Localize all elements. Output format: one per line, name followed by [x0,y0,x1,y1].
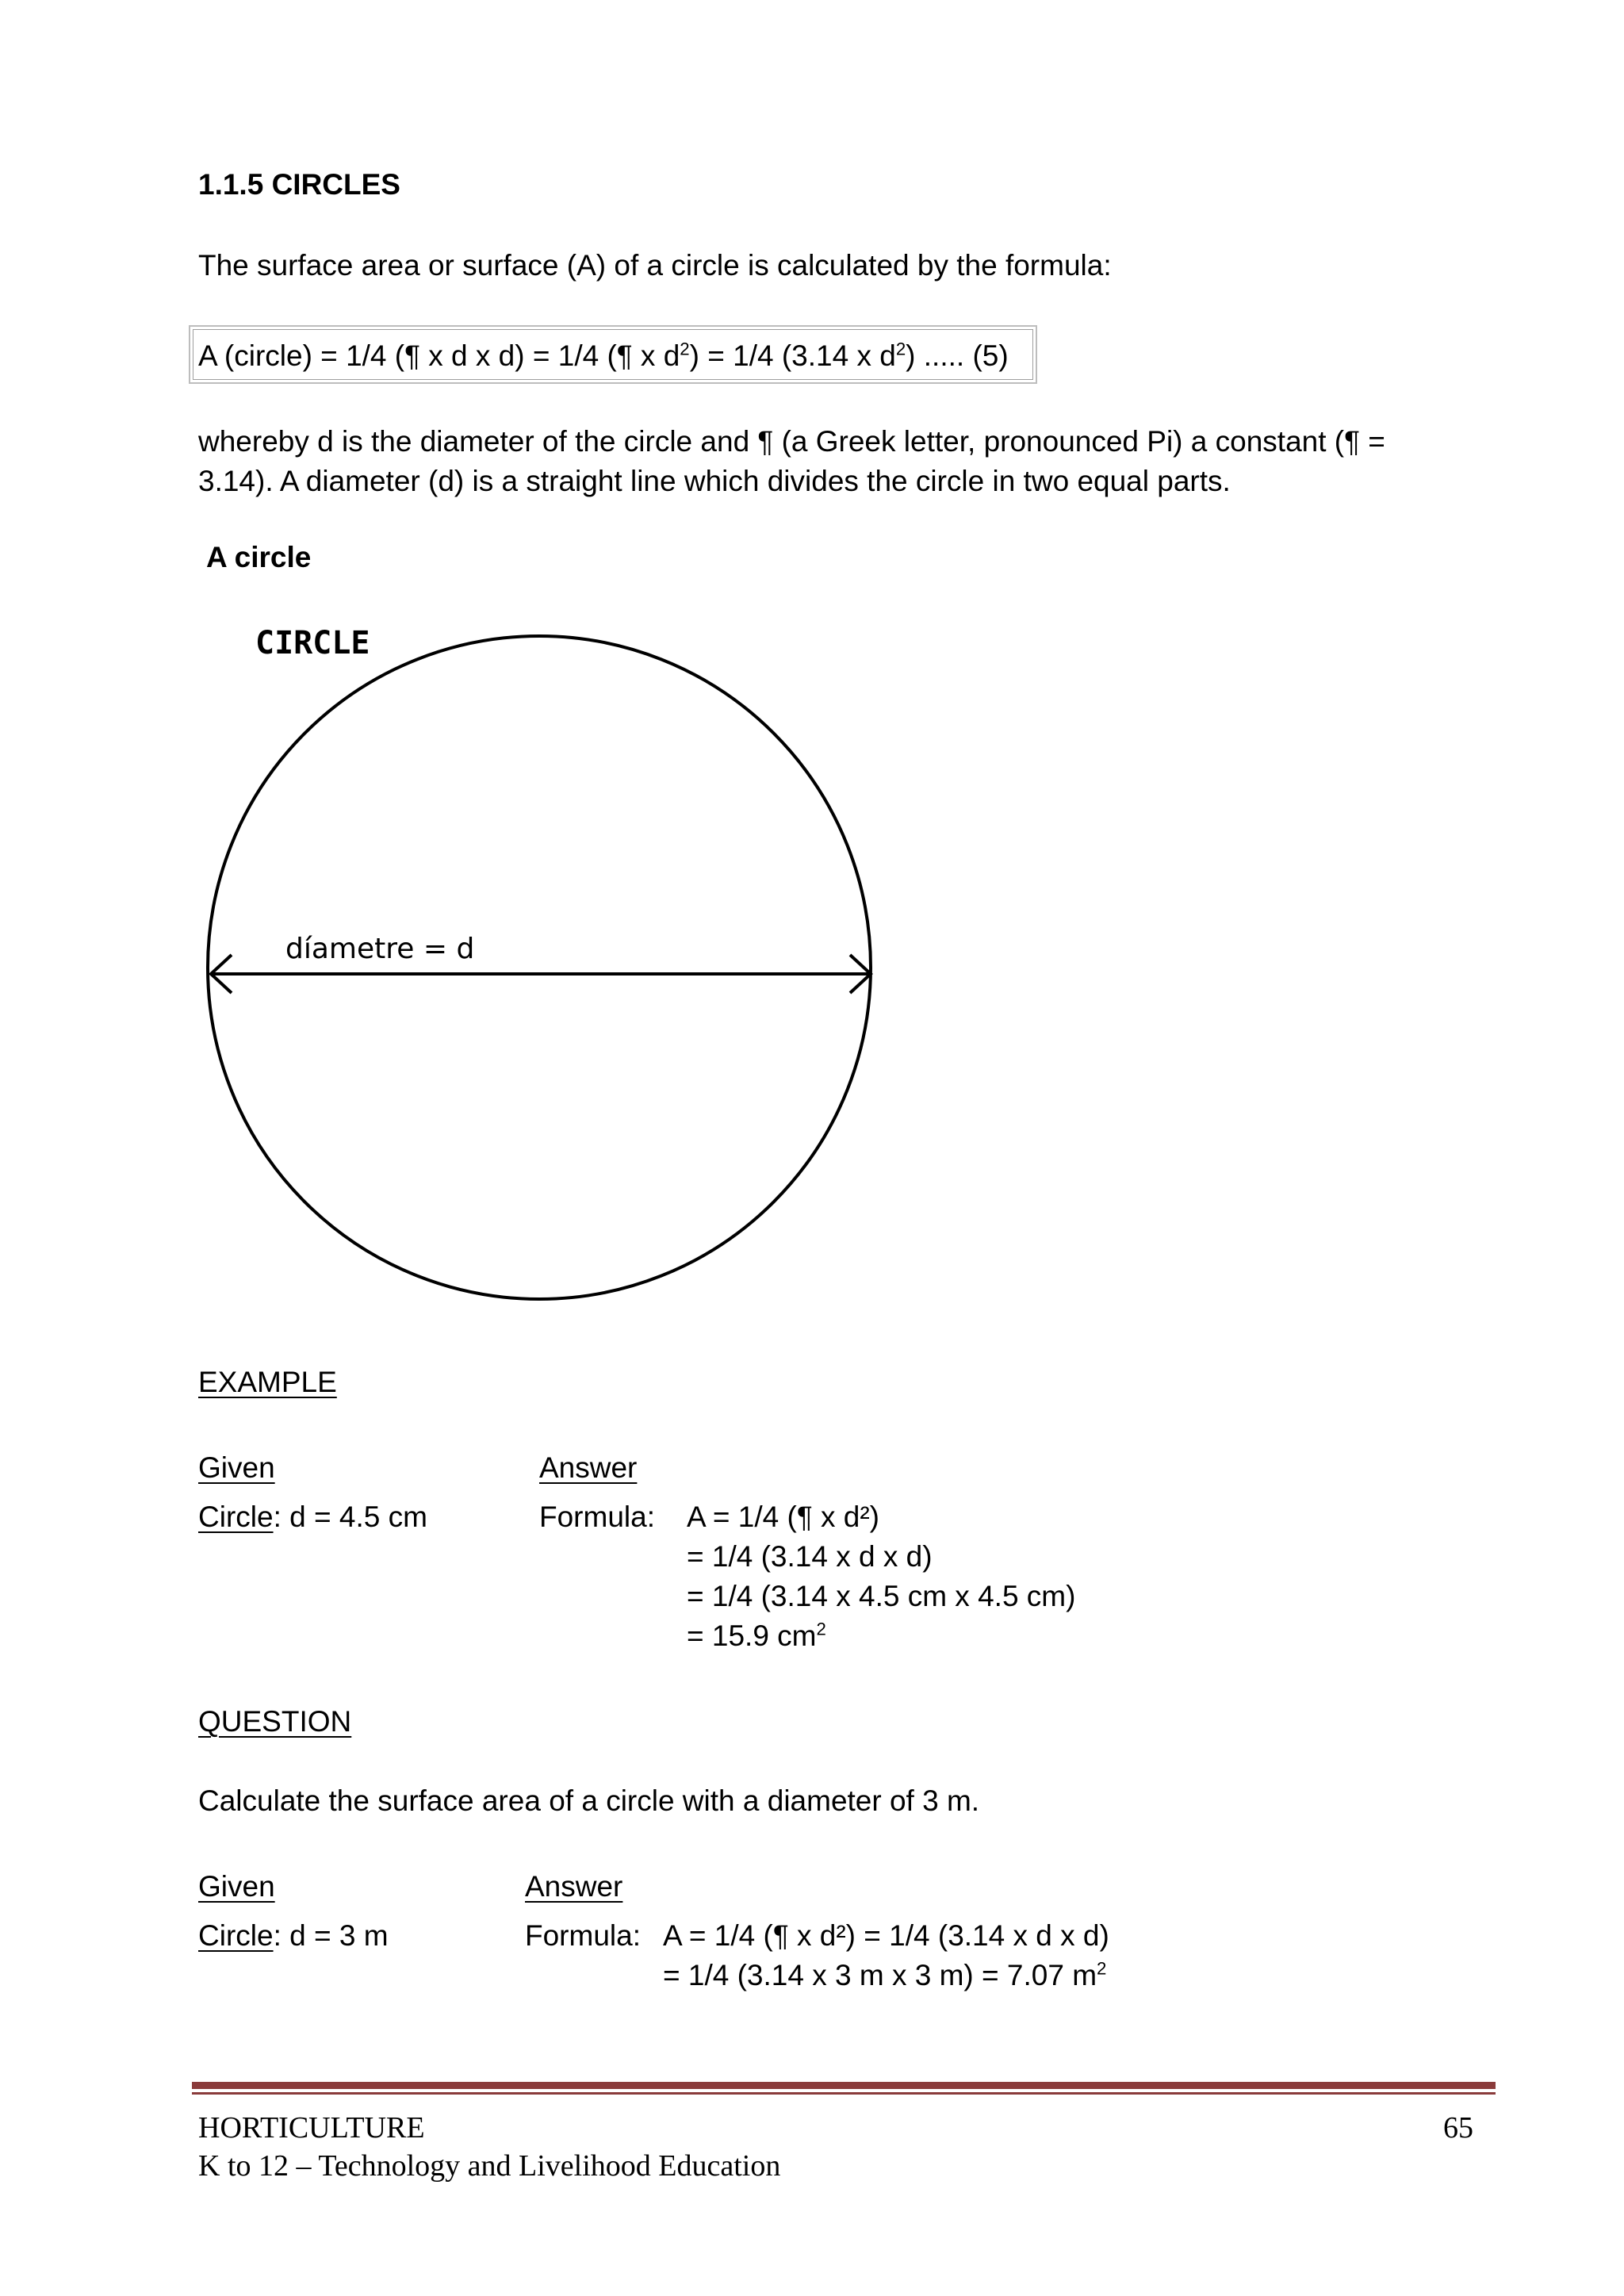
example-line-3: = 1/4 (3.14 x 4.5 cm x 4.5 cm) [687,1580,1076,1612]
formula-sup-1: 2 [680,339,690,359]
explanation-line-2: 3.14). A diameter (d) is a straight line which divides the circle in two equal parts. [198,465,1231,497]
formula-box [189,325,1037,384]
question-line-2 [663,1956,1106,1995]
example-line-4-text: = 15.9 cm [687,1619,817,1652]
example-formula-label: Formula: [539,1501,655,1533]
formula-sup-2: 2 [895,339,906,359]
explanation-line-1: whereby d is the diameter of the circle and ¶ (a Greek letter, pronounced Pi) a constant (¶ = [198,425,1385,458]
question-line-1: A = 1/4 (¶ x d²) = 1/4 (3.14 x d x d) [663,1919,1109,1952]
diameter-label: díametre = d [285,933,475,965]
section-heading: 1.1.5 CIRCLES [198,168,400,201]
intro-text: The surface area or surface (A) of a circle is calculated by the formula: [198,249,1112,282]
question-formula-label: Formula: [525,1919,641,1952]
formula-text [198,336,1009,376]
question-line-2-text: = 1/4 (3.14 x 3 m x 3 m) = 7.07 m [663,1959,1097,1991]
example-line-2: = 1/4 (3.14 x d x d) [687,1540,933,1573]
example-answer-header: Answer [539,1451,638,1484]
footer-rule-thick [192,2082,1496,2089]
example-line-1: A = 1/4 (¶ x d²) [687,1501,879,1533]
footer-course: K to 12 – Technology and Livelihood Education [198,2149,781,2183]
circle-figure [190,619,888,1332]
circle-label: CIRCLE [255,625,370,661]
question-answer-header: Answer [525,1870,623,1903]
question-line-2-sup: 2 [1097,1958,1107,1979]
formula-part-1: A (circle) = 1/4 (¶ x d x d) = 1/4 (¶ x d [198,339,680,372]
circle-outline [208,636,871,1299]
example-given-label: Circle [198,1501,274,1533]
question-given [198,1916,389,1956]
example-title: EXAMPLE [198,1366,337,1398]
question-given-header: Given [198,1870,275,1903]
question-given-value: : d = 3 m [273,1919,389,1952]
question-title: QUESTION [198,1705,352,1738]
example-line-4-sup: 2 [816,1619,826,1639]
example-given [198,1497,427,1537]
footer-subject: HORTICULTURE [198,2111,425,2145]
footer-rule-thin [192,2092,1496,2095]
figure-caption: A circle [206,541,312,573]
formula-part-3: ) ..... (5) [906,339,1009,372]
formula-part-2: ) = 1/4 (3.14 x d [689,339,896,372]
example-given-header: Given [198,1451,275,1484]
example-line-4 [687,1616,826,1656]
page-number: 65 [1443,2111,1473,2145]
question-prompt: Calculate the surface area of a circle with a diameter of 3 m. [198,1784,980,1817]
question-given-label: Circle [198,1919,274,1952]
example-given-value: : d = 4.5 cm [273,1501,427,1533]
